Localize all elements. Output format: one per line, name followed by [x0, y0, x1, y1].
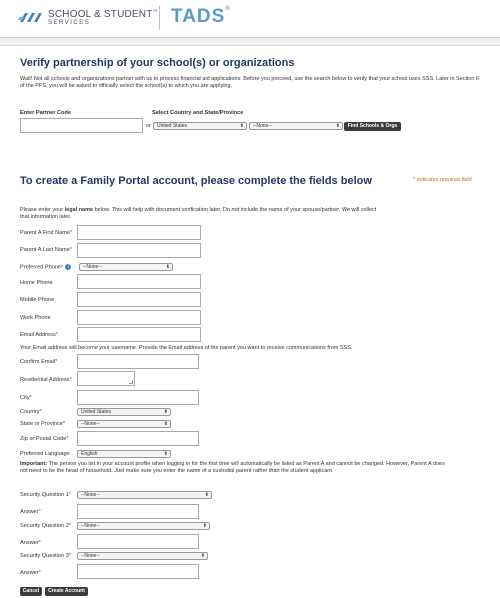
account-title: To create a Family Portal account, please complete the fields below [20, 175, 372, 187]
chevron-updown-icon: ⬍ [163, 409, 168, 415]
legal-name-note: Please enter your legal name below. This will help with document verification later. Do not include the name of your spouse/partner. We will collect that information later. [20, 207, 377, 220]
find-schools-button[interactable]: Find Schools & Orgs [344, 122, 401, 131]
home-phone-label: Home Phone [20, 280, 53, 286]
or-label: or [146, 123, 151, 129]
logo-divider [159, 6, 160, 30]
sq2-label: Security Question 2* [20, 523, 72, 529]
confirm-email-label: Confirm Email* [20, 359, 58, 365]
chevron-updown-icon: ⬍ [204, 492, 209, 498]
email-username-note: Your Email address will become your username. Provide the Email address of the parent you want to receive communications from SSS. [20, 345, 353, 351]
create-account-button[interactable]: Create Account [45, 587, 88, 596]
chevron-updown-icon: ⬍ [165, 264, 170, 270]
last-name-label: Parent A Last Name* [20, 247, 72, 253]
answer2-input[interactable] [77, 534, 199, 549]
site-header [0, 0, 500, 38]
preferred-phone-select[interactable]: --None-- ⬍ [79, 263, 173, 271]
first-name-input[interactable] [77, 225, 201, 240]
email-input[interactable] [77, 327, 201, 342]
chevron-updown-icon: ⬍ [335, 123, 340, 129]
chevron-updown-icon: ⬍ [202, 523, 207, 529]
city-label: City* [20, 395, 32, 401]
work-phone-input[interactable] [77, 310, 201, 325]
mobile-phone-label: Mobile Phone [20, 297, 55, 303]
sq1-label: Security Question 1* [20, 492, 72, 498]
verify-state-select[interactable]: --None-- ⬍ [249, 122, 343, 130]
tads-logo: TADS® [171, 6, 231, 27]
language-select[interactable]: English ⬍ [77, 450, 171, 458]
required-field-note: * indicates required field [413, 177, 472, 183]
partner-code-input[interactable] [20, 118, 143, 133]
language-label: Preferred Language [20, 451, 70, 457]
important-note: Important: The person you list in your account profile when logging in for the first time will automatically be listed as Parent A and cannot be changed. However, Parent A does not need to be the head of household. Just make sure you enter the name of a custodial parent rather than the student applicant. [20, 461, 445, 474]
address-textarea[interactable] [77, 371, 135, 386]
verify-intro: Wait! Not all schools and organizations partner with us to process financial aid applications. Before you proceed, use the search below to verify that your school uses SSS. Later in Section 6 of the PFS, you will be asked to officially select the school(s) to which you are applying. [20, 76, 479, 90]
answer3-label: Answer* [20, 570, 41, 576]
header-band [0, 38, 500, 46]
sq3-label: Security Question 3* [20, 553, 72, 559]
brand-services: SERVICES [48, 20, 91, 26]
country-select[interactable]: United States ⬍ [77, 408, 171, 416]
zip-input[interactable] [77, 431, 199, 446]
chevron-updown-icon: ⬍ [163, 421, 168, 427]
sss-logo-icon [18, 8, 44, 27]
country-label: Country* [20, 409, 42, 415]
answer3-input[interactable] [77, 564, 199, 579]
info-icon[interactable]: i [65, 264, 71, 270]
city-input[interactable] [77, 390, 199, 405]
partner-code-label: Enter Partner Code [20, 110, 71, 116]
state-select[interactable]: --None-- ⬍ [77, 420, 171, 428]
sq3-select[interactable]: --None-- ⬍ [77, 552, 208, 560]
email-label: Email Address* [20, 332, 58, 338]
chevron-updown-icon: ⬍ [163, 451, 168, 457]
mobile-phone-input[interactable] [77, 292, 201, 307]
preferred-phone-label: Preferred Phone* i [20, 264, 71, 270]
state-label: State or Province* [20, 421, 66, 427]
sq2-select[interactable]: --None-- ⬍ [77, 522, 210, 530]
first-name-label: Parent A First Name* [20, 230, 73, 236]
verify-title: Verify partnership of your school(s) or organizations [20, 57, 295, 69]
answer1-label: Answer* [20, 509, 41, 515]
verify-country-select[interactable]: United States ⬍ [153, 122, 247, 130]
answer1-input[interactable] [77, 504, 199, 519]
address-label: Residential Address* [20, 377, 72, 383]
cancel-button[interactable]: Cancel [20, 587, 42, 596]
confirm-email-input[interactable] [77, 354, 199, 369]
brand-name: SCHOOL & STUDENT™ [48, 9, 158, 20]
resize-grip-icon[interactable] [129, 380, 133, 384]
work-phone-label: Work Phone [20, 315, 51, 321]
chevron-updown-icon: ⬍ [239, 123, 244, 129]
zip-label: Zip or Postal Code* [20, 436, 69, 442]
country-state-label: Select Country and State/Province [152, 110, 244, 116]
sq1-select[interactable]: --None-- ⬍ [77, 491, 212, 499]
answer2-label: Answer* [20, 540, 41, 546]
home-phone-input[interactable] [77, 274, 201, 289]
last-name-input[interactable] [77, 243, 201, 258]
chevron-updown-icon: ⬍ [200, 553, 205, 559]
